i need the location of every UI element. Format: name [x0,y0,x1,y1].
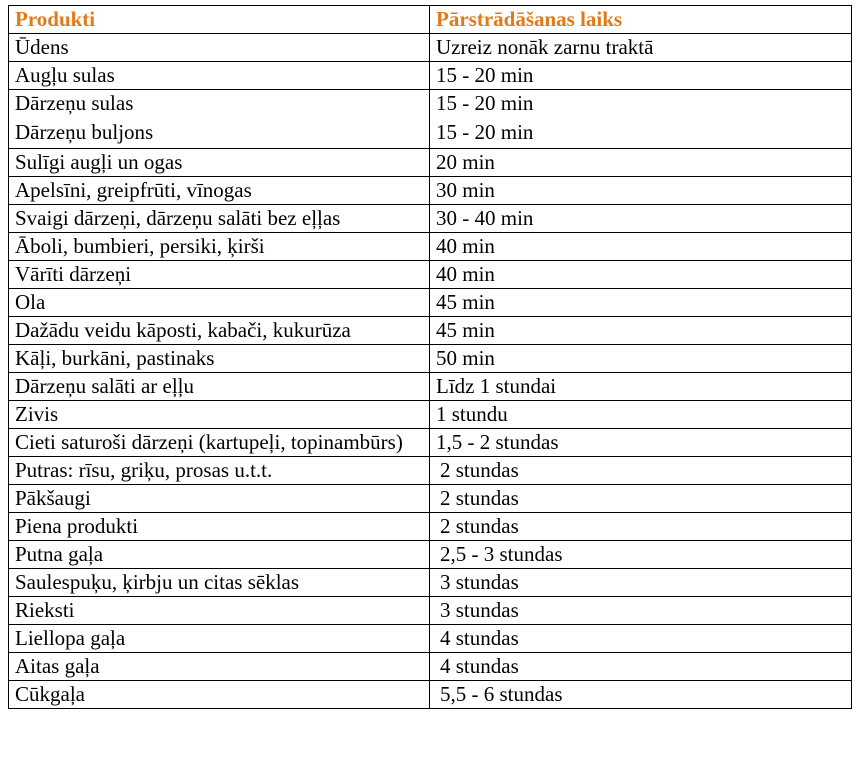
table-row [9,62,852,90]
table-row [9,681,852,709]
time-cell: 2 stundas [430,485,852,513]
product-cell: Rieksti [9,597,430,625]
time-cell: 2 stundas [430,457,852,485]
product-cell: Kāļi, burkāni, pastinaks [9,345,430,373]
time-cell: 4 stundas [430,625,852,653]
time-cell: 3 stundas [430,569,852,597]
header-processing-time: Pārstrādāšanas laiks [430,6,852,34]
time-cell: 2,5 - 3 stundas [430,541,852,569]
table-row [9,90,852,149]
table-row [9,233,852,261]
time-line: 15 - 20 min [436,91,534,115]
time-cell: 1,5 - 2 stundas [430,429,852,457]
product-cell: Saulespuķu, ķirbju un citas sēklas [9,569,430,597]
digestion-time-table [8,5,852,709]
table-row [9,34,852,62]
product-cell: Piena produkti [9,513,430,541]
table-row [9,317,852,345]
table-row [9,597,852,625]
time-cell: 30 - 40 min [430,205,852,233]
time-cell: 40 min [430,233,852,261]
product-cell: Ūdens [9,34,430,62]
product-cell: Apelsīni, greipfrūti, vīnogas [9,177,430,205]
product-cell: Ola [9,289,430,317]
time-cell: 4 stundas [430,653,852,681]
table-header-row [9,6,852,34]
table-row [9,345,852,373]
product-cell: Āboli, bumbieri, persiki, ķirši [9,233,430,261]
table-row [9,289,852,317]
table-row [9,457,852,485]
table-row [9,513,852,541]
time-cell: 15 - 20 min [430,62,852,90]
table-row [9,205,852,233]
product-cell: Dārzeņu salāti ar eļļu [9,373,430,401]
product-cell: Cieti saturoši dārzeņi (kartupeļi, topinambūrs) [9,429,430,457]
header-products: Produkti [9,6,430,34]
product-cell: Liellopa gaļa [9,625,430,653]
table-row [9,373,852,401]
product-cell: Cūkgaļa [9,681,430,709]
table-row [9,569,852,597]
time-line: 15 - 20 min [436,120,534,144]
product-cell: Svaigi dārzeņi, dārzeņu salāti bez eļļas [9,205,430,233]
product-cell: Putna gaļa [9,541,430,569]
time-cell: Līdz 1 stundai [430,373,852,401]
product-cell: Sulīgi augļi un ogas [9,149,430,177]
time-cell: Uzreiz nonāk zarnu traktā [430,34,852,62]
table-row [9,429,852,457]
product-cell [9,90,430,149]
product-cell: Putras: rīsu, griķu, prosas u.t.t. [9,457,430,485]
time-cell: 5,5 - 6 stundas [430,681,852,709]
product-cell: Augļu sulas [9,62,430,90]
time-cell: 45 min [430,317,852,345]
table-row [9,149,852,177]
product-line: Dārzeņu buljons [15,120,154,144]
product-cell: Aitas gaļa [9,653,430,681]
time-cell [430,90,852,149]
product-line: Dārzeņu sulas [15,91,134,115]
product-cell: Zivis [9,401,430,429]
table-row [9,625,852,653]
table-row [9,261,852,289]
time-cell: 2 stundas [430,513,852,541]
table-row [9,177,852,205]
table-row [9,541,852,569]
time-cell: 20 min [430,149,852,177]
table-row [9,401,852,429]
table-row [9,653,852,681]
time-cell: 45 min [430,289,852,317]
time-cell: 40 min [430,261,852,289]
time-cell: 3 stundas [430,597,852,625]
product-cell: Pākšaugi [9,485,430,513]
product-cell: Vārīti dārzeņi [9,261,430,289]
product-cell: Dažādu veidu kāposti, kabači, kukurūza [9,317,430,345]
time-cell: 50 min [430,345,852,373]
time-cell: 30 min [430,177,852,205]
time-cell: 1 stundu [430,401,852,429]
table-row [9,485,852,513]
